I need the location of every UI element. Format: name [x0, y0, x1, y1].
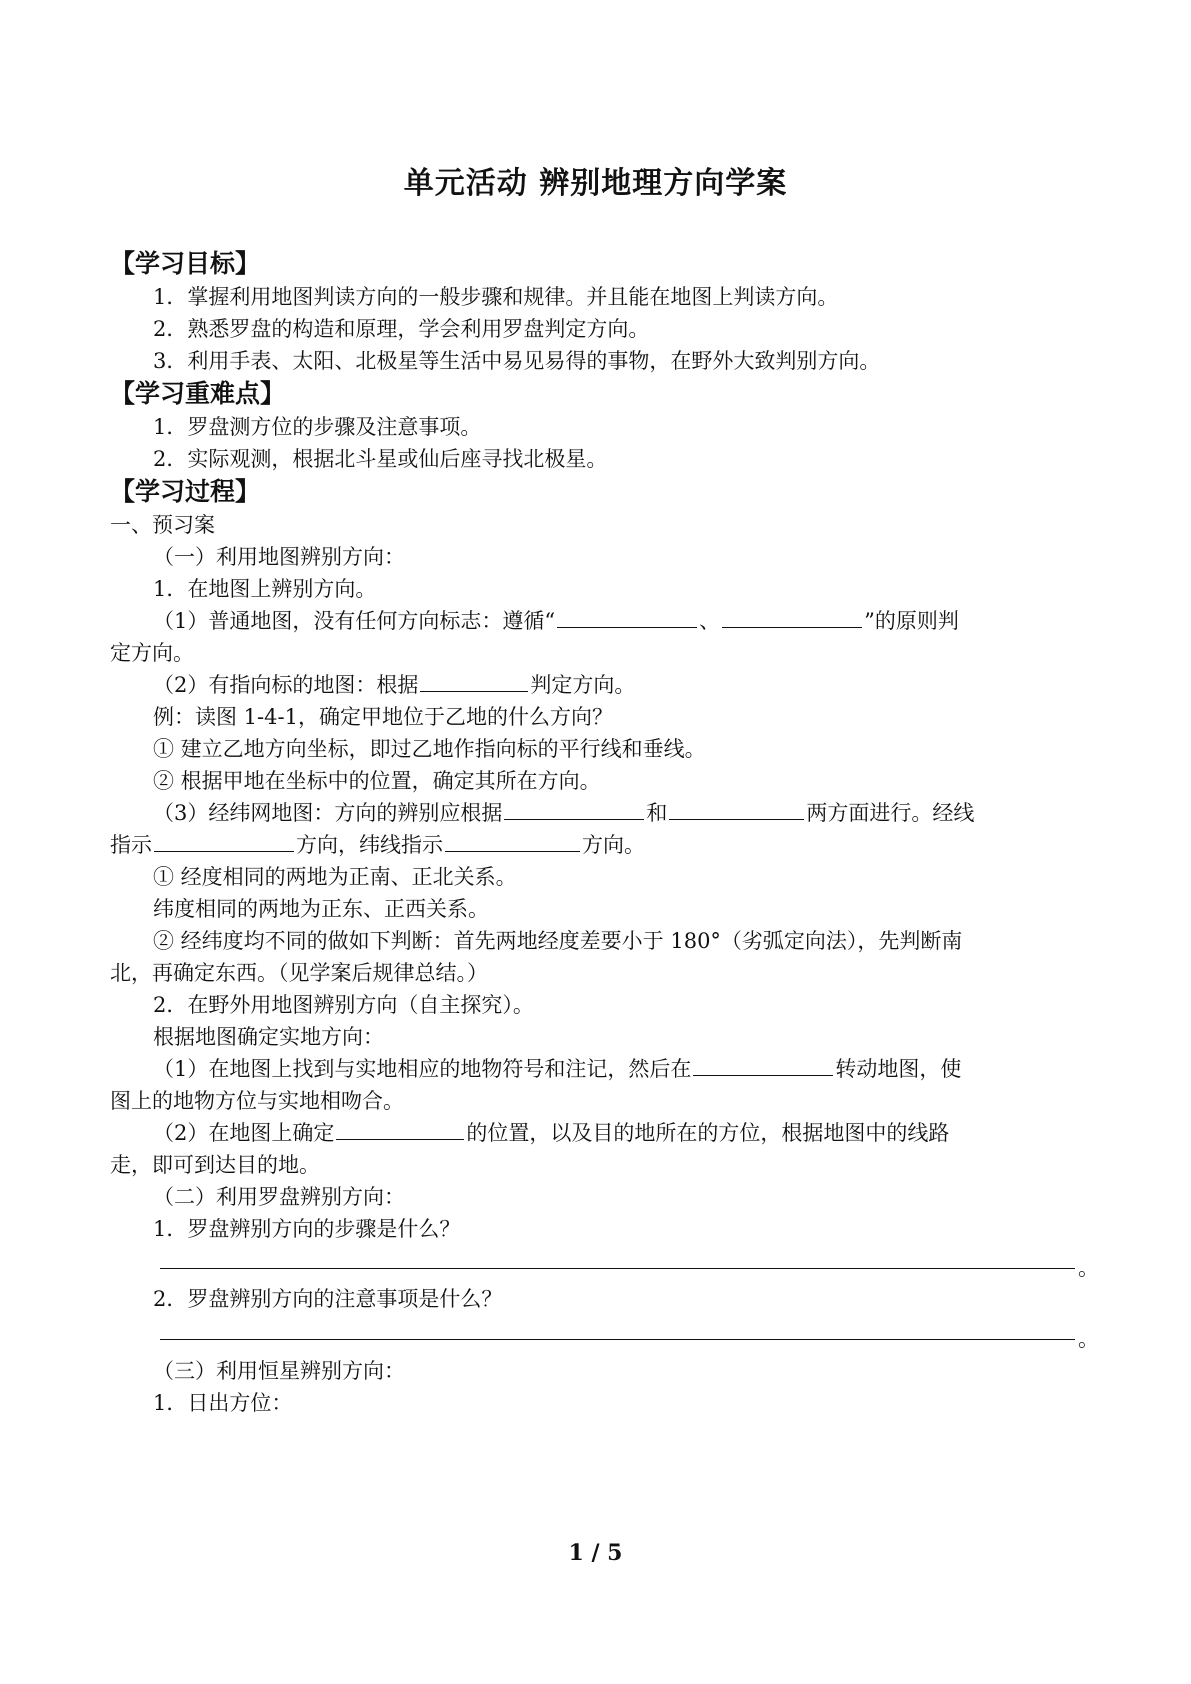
p1-2-1-cont: 图上的地物方位与实地相吻合。 — [110, 1089, 404, 1113]
process-heading: 【学习过程】 — [110, 477, 261, 506]
keypoints-heading: 【学习重难点】 — [110, 379, 286, 408]
part2-title: （二）利用罗盘辨别方向： — [153, 1185, 405, 1209]
p1-1-1 — [153, 605, 1095, 637]
part1-title: （一）利用地图辨别方向： — [153, 545, 405, 569]
answer-line-2[interactable] — [160, 1339, 1075, 1340]
p1-1-2 — [153, 669, 1095, 701]
rule-2-cont: 北，再确定东西。（见学案后规律总结。） — [110, 961, 488, 985]
example-step-1: ① 建立乙地方向坐标，即过乙地作指向标的平行线和垂线。 — [153, 737, 706, 761]
part3-title: （三）利用恒星辨别方向： — [153, 1359, 405, 1383]
objective-item-1: 1．掌握利用地图判读方向的一般步骤和规律。并且能在地图上判读方向。 — [153, 285, 839, 309]
text: 指示 — [110, 833, 152, 857]
text: 转动地图，使 — [835, 1057, 962, 1081]
example-step-2: ② 根据甲地在坐标中的位置，确定其所在方向。 — [153, 769, 601, 793]
fill-blank[interactable] — [336, 1117, 464, 1140]
text: 方向。 — [582, 833, 645, 857]
period-mark: 。 — [1078, 1256, 1099, 1280]
example-text: 例：读图 1-4-1，确定甲地位于乙地的什么方向？ — [153, 705, 613, 729]
text: （2）在地图上确定 — [153, 1121, 335, 1145]
p1-2: 2．在野外用地图辨别方向（自主探究）。 — [153, 993, 534, 1017]
p1-1: 1．在地图上辨别方向。 — [153, 577, 377, 601]
page-title: 单元活动 辨别地理方向学案 — [403, 166, 788, 201]
text: （2）有指向标的地图：根据 — [153, 673, 419, 697]
text: 和 — [646, 801, 668, 825]
answer-line-1[interactable] — [160, 1268, 1075, 1269]
keypoint-item-2: 2．实际观测，根据北斗星或仙后座寻找北极星。 — [153, 447, 608, 471]
rule-2: ② 经纬度均不同的做如下判断：首先两地经度差要小于 180°（劣弧定向法），先判断南 — [153, 929, 963, 953]
fill-blank[interactable] — [693, 1053, 833, 1076]
p1-1-3-cont — [110, 829, 1095, 861]
p1-2-intro: 根据地图确定实地方向： — [153, 1025, 384, 1049]
text: 、 — [699, 609, 721, 633]
keypoint-item-1: 1．罗盘测方位的步骤及注意事项。 — [153, 415, 482, 439]
p3-1: 1．日出方位： — [153, 1391, 293, 1415]
text: （1）普通地图，没有任何方向标志：遵循“ — [153, 609, 556, 633]
fill-blank[interactable] — [154, 829, 294, 852]
fill-blank[interactable] — [445, 829, 580, 852]
p1-2-1 — [153, 1053, 1095, 1085]
text: ”的原则判 — [864, 609, 959, 633]
page-number: 1 / 5 — [568, 1540, 623, 1566]
p1-1-1-cont: 定方向。 — [110, 641, 194, 665]
text: （1）在地图上找到与实地相应的地物符号和注记，然后在 — [153, 1057, 692, 1081]
fill-blank[interactable] — [669, 797, 804, 820]
fill-blank[interactable] — [557, 605, 697, 628]
p1-1-3 — [153, 797, 1095, 829]
objective-item-3: 3．利用手表、太阳、北极星等生活中易见易得的事物，在野外大致判别方向。 — [153, 349, 881, 373]
text: 的位置，以及目的地所在的方位，根据地图中的线路 — [466, 1121, 950, 1145]
fill-blank[interactable] — [504, 797, 644, 820]
p1-2-2 — [153, 1117, 1095, 1149]
objective-item-2: 2．熟悉罗盘的构造和原理，学会利用罗盘判定方向。 — [153, 317, 650, 341]
text: （3）经纬网地图：方向的辨别应根据 — [153, 801, 503, 825]
question-2: 2．罗盘辨别方向的注意事项是什么？ — [153, 1287, 503, 1311]
fill-blank[interactable] — [722, 605, 862, 628]
fill-blank[interactable] — [420, 669, 528, 692]
period-mark: 。 — [1078, 1327, 1099, 1351]
preview-label: 一、预习案 — [110, 513, 215, 537]
p1-2-2-cont: 走，即可到达目的地。 — [110, 1153, 320, 1177]
question-1: 1．罗盘辨别方向的步骤是什么？ — [153, 1217, 461, 1241]
objectives-heading: 【学习目标】 — [110, 249, 261, 278]
text: 判定方向。 — [530, 673, 636, 697]
text: 两方面进行。经线 — [806, 801, 975, 825]
rule-1: ① 经度相同的两地为正南、正北关系。 — [153, 865, 517, 889]
text: 方向，纬线指示 — [296, 833, 443, 857]
rule-1b: 纬度相同的两地为正东、正西关系。 — [153, 897, 489, 921]
